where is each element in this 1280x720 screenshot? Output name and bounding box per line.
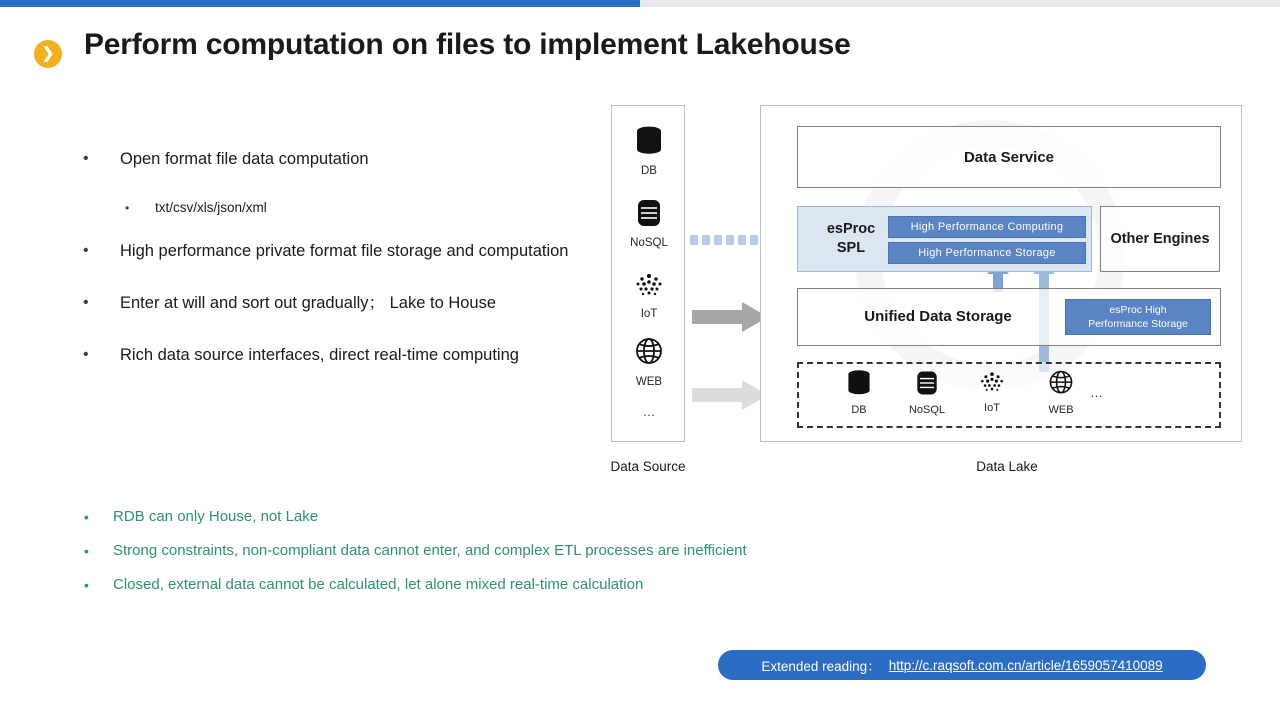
esproc-spl-label-line2: SPL bbox=[836, 240, 866, 256]
high-performance-storage-chip: High Performance Storage bbox=[888, 242, 1086, 264]
database-icon bbox=[844, 368, 874, 398]
web-globe-icon bbox=[632, 335, 666, 369]
esproc-hps-line1: esProc High bbox=[1109, 304, 1167, 316]
bullet-text: High performance private format file storage and computation bbox=[120, 242, 569, 260]
esproc-hps-line2: Performance Storage bbox=[1088, 318, 1188, 330]
data-source-more: … bbox=[642, 404, 656, 419]
bullet-marker: • bbox=[84, 543, 89, 559]
data-source-label: DB bbox=[641, 165, 657, 177]
lake-sources-more: … bbox=[1090, 385, 1103, 400]
lake-source-label: DB bbox=[851, 404, 867, 416]
extended-reading-link[interactable]: http://c.raqsoft.com.cn/article/1659057410089 bbox=[888, 657, 1163, 673]
esproc-spl-box bbox=[797, 206, 1092, 272]
bullet-marker: • bbox=[83, 294, 89, 311]
data-lake-caption: Data Lake bbox=[976, 459, 1038, 474]
bullet-marker: • bbox=[83, 150, 89, 167]
data-service-box: Data Service bbox=[797, 126, 1221, 188]
lake-source-item-iot bbox=[959, 368, 1025, 414]
esproc-spl-label-line1: esProc bbox=[826, 221, 876, 237]
bullet-text: Rich data source interfaces, direct real-time computing bbox=[120, 346, 519, 364]
data-source-item-db bbox=[612, 124, 686, 177]
notes-list bbox=[80, 500, 1080, 602]
data-source-item-web bbox=[612, 335, 686, 388]
lake-source-label: NoSQL bbox=[908, 404, 946, 416]
iot-icon bbox=[632, 269, 666, 301]
high-performance-computing-chip: High Performance Computing bbox=[888, 216, 1086, 238]
note-text: Closed, external data cannot be calculated, let alone mixed real-time calculation bbox=[113, 576, 644, 593]
data-source-item-iot bbox=[612, 269, 686, 320]
other-engines-box: Other Engines bbox=[1100, 206, 1220, 272]
esproc-spl-label bbox=[808, 220, 894, 258]
data-source-caption: Data Source bbox=[610, 459, 686, 474]
title-bullet-icon: ❯ bbox=[34, 40, 62, 68]
iot-icon bbox=[977, 368, 1007, 396]
sub-bullet-text: txt/csv/xls/json/xml bbox=[155, 200, 267, 215]
lake-source-item-web bbox=[1028, 368, 1094, 416]
bullet-text: Enter at will and sort out gradually； Lake to House bbox=[120, 294, 497, 312]
note-text: Strong constraints, non-compliant data cannot enter, and complex ETL processes are inefficient bbox=[113, 542, 747, 559]
lake-source-label: IoT bbox=[984, 402, 1000, 414]
database-icon bbox=[632, 124, 666, 158]
extended-reading-banner[interactable] bbox=[718, 650, 1206, 680]
data-source-label: NoSQL bbox=[630, 237, 668, 249]
bullet-marker: • bbox=[83, 346, 89, 363]
data-source-panel bbox=[611, 105, 685, 442]
unified-data-storage-label: Unified Data Storage bbox=[864, 308, 1012, 325]
web-globe-icon bbox=[1046, 368, 1076, 398]
lake-source-item-db bbox=[826, 368, 892, 416]
data-source-item-nosql bbox=[612, 196, 686, 249]
nosql-icon bbox=[632, 196, 666, 230]
sub-bullet-marker: • bbox=[125, 201, 130, 215]
extended-reading-label: Extended reading： bbox=[761, 659, 881, 674]
bullet-marker: • bbox=[84, 509, 89, 525]
note-item bbox=[80, 568, 1080, 602]
page-title-text: Perform computation on files to implement Lakehouse bbox=[84, 28, 851, 61]
note-text: RDB can only House, not Lake bbox=[113, 508, 319, 525]
esproc-high-performance-storage-chip bbox=[1065, 299, 1211, 335]
note-item bbox=[80, 500, 1080, 534]
nosql-icon bbox=[912, 368, 942, 398]
lake-source-label: WEB bbox=[1048, 404, 1074, 416]
data-source-label: WEB bbox=[635, 376, 663, 388]
bullet-text: Open format file data computation bbox=[120, 150, 369, 168]
lake-source-item-nosql bbox=[894, 368, 960, 416]
bullet-marker: • bbox=[83, 242, 89, 259]
bullet-marker: • bbox=[84, 577, 89, 593]
data-source-label: IoT bbox=[640, 308, 658, 320]
note-item bbox=[80, 534, 1080, 568]
